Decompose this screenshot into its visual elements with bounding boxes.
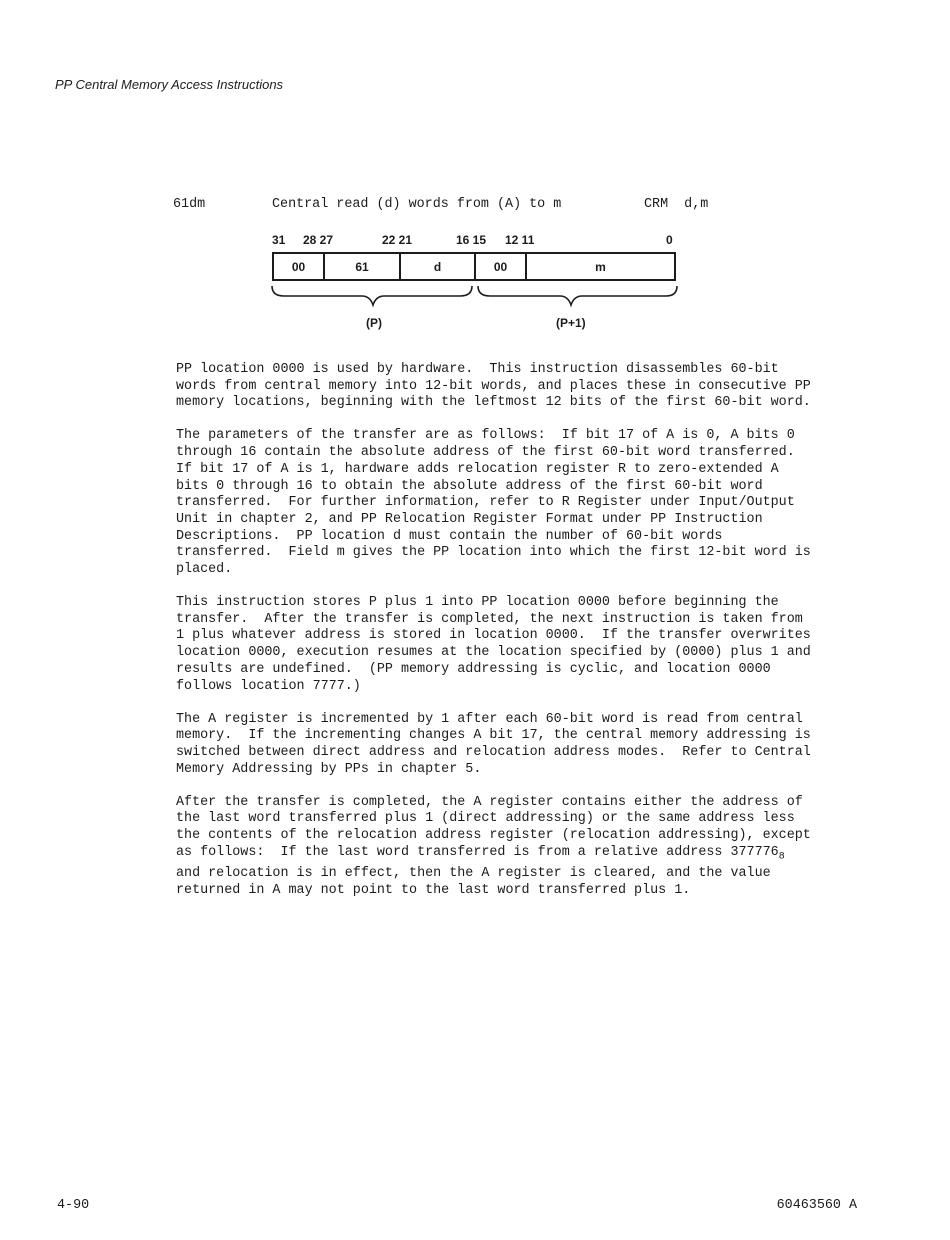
instruction-format-diagram (272, 252, 676, 281)
word-label-p1: (P+1) (556, 316, 586, 330)
format-field: 61 (325, 254, 401, 279)
paragraph: The A register is incremented by 1 after each 60-bit word is read from central memory. If the incrementing changes A bit 17, the central memory addressing is switched between direct address and relocation address modes. Refer to Central Memory Addressing by PPs in chapter 5. (176, 711, 811, 777)
format-field: 00 (274, 254, 325, 279)
paragraph-text: and relocation is in effect, then the A register is cleared, and the value returned in A may not point to the last word transferred plus 1. (176, 866, 771, 898)
brace-p (272, 286, 472, 305)
format-field: m (595, 259, 606, 274)
word-label-p: (P) (366, 316, 382, 330)
bit-label: 16 15 (456, 233, 487, 247)
instruction-mnemonic: CRM d,m (644, 197, 709, 212)
format-field: d (401, 254, 476, 279)
page-number: 4-90 (57, 1198, 90, 1213)
bit-label: 31 (272, 233, 286, 247)
instruction-description: Central read (d) words from (A) to m (272, 197, 562, 212)
paragraph-text: After the transfer is completed, the A register contains either the address of the last word transferred plus 1 (direct addressing) or the same address less the contents of the relocation address register (relocation addressing), except as follows: If the last word transferred is from a relative address 377776 (176, 794, 811, 860)
paragraph: The parameters of the transfer are as follows: If bit 17 of A is 0, A bits 0 through 16 contain the absolute address of the first 60-bit word transferred. If bit 17 of A is 1, hardware adds relocation register R to zero-extended A bits 0 through 16 to obtain the absolute address of the first 60-bit word transferred. For further information, refer to R Register under Input/Output Unit in chapter 2, and PP Relocation Register Format under PP Instruction Descriptions. PP location d must contain the number of 60-bit words transferred. Field m gives the PP location into which the first 12-bit word is placed. (176, 428, 811, 578)
bit-position-labels (272, 233, 682, 249)
document-number: 60463560 A (776, 1198, 857, 1213)
bit-label: 28 27 (303, 233, 334, 247)
paragraph: This instruction stores P plus 1 into PP location 0000 before beginning the transfer. After the transfer is completed, the next instruction is taken from 1 plus whatever address is stored in location 0000. If the transfer overwrites location 0000, execution resumes at the location specified by (0000) plus 1 and results are undefined. (PP memory addressing is cyclic, and location 0000 follows location 7777.) (176, 595, 811, 694)
paragraph (176, 795, 866, 900)
bit-label: 0 (666, 233, 673, 247)
bit-label: 12 11 (505, 233, 535, 247)
brace-p1 (478, 286, 677, 305)
bit-label: 22 21 (382, 233, 413, 247)
format-field: 00 (476, 254, 527, 279)
octal-subscript: 8 (778, 851, 785, 863)
paragraph: PP location 0000 is used by hardware. This instruction disassembles 60-bit words from central memory into 12-bit words, and places these in consecutive PP memory locations, beginning with the leftmost 12 bits of the first 60-bit word. (176, 362, 811, 411)
body-text (176, 362, 866, 916)
instruction-opcode: 61dm (173, 197, 206, 212)
word-braces (270, 284, 682, 314)
section-header: PP Central Memory Access Instructions (55, 77, 284, 92)
